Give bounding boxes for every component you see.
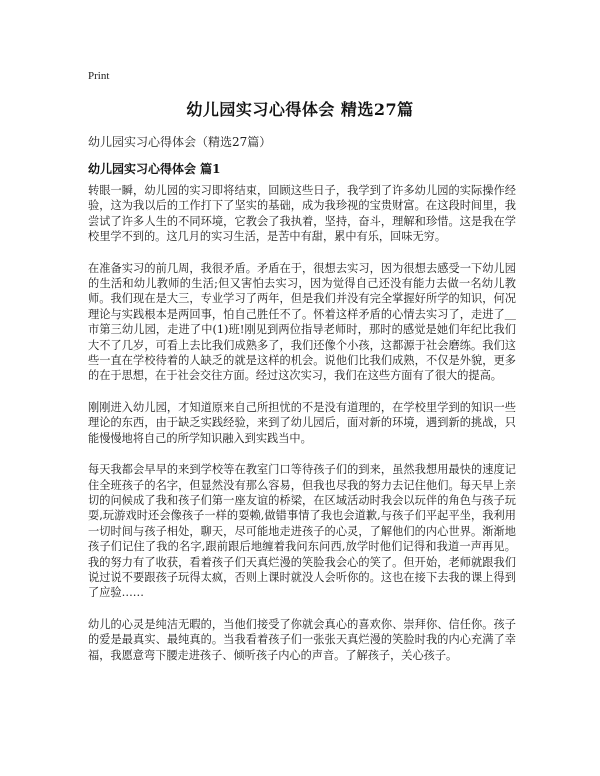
document-body — [88, 183, 516, 679]
paragraph-4: 每天我都会早早的来到学校等在教室门口等待孩子们的到来，虽然我想用最快的速度记住全班孩子的名字，但显然没有那么容易，但我也尽我的努力去记住他们。每天早上亲切的问候成了我和孩子们第一座友谊的桥梁，在区域活动时我会以玩伴的角色与孩子玩耍,玩游戏时还会像孩子一样的耍赖,做错事情了我也会道歉,与孩子们平起平坐，我利用一切时间与孩子相处，聊天，尽可能地走进孩子的心灵，了解他们的内心世界。渐渐地孩子们记住了我的名字,跟前跟后地缠着我问东问西,放学时他们记得和我道一声再见。我的努力有了收获，看着孩子们天真烂漫的笑脸我会心的笑了。但开始，老师就跟我们说过说不要跟孩子玩得太疯，否则上课时就没人会听你的。这也在接下去我的课上得到了应验…… — [88, 463, 516, 600]
paragraph-5: 幼儿的心灵是纯洁无暇的，当他们接受了你就会真心的喜欢你、崇拜你、信任你。孩子的爱是最真实、最纯真的。当我看着孩子们一张张天真烂漫的笑脸时我的内心充满了幸福，我愿意弯下腰走进孩子、倾听孩子内心的声音。了解孩子，关心孩子。 — [88, 617, 516, 662]
document-subtitle: 幼儿园实习心得体会（精选27篇） — [88, 135, 272, 149]
paragraph-3: 刚刚进入幼儿园，才知道原来自己所担忧的不是没有道理的，在学校里学到的知识一些理论的东西，由于缺乏实践经验，来到了幼儿园后，面对新的环境，遇到新的挑战，只能慢慢地将自己的所学知识融入到实践当中。 — [88, 400, 516, 445]
document-title: 幼儿园实习心得体会 精选27篇 — [186, 100, 414, 119]
paragraph-2: 在准备实习的前几周，我很矛盾。矛盾在于，很想去实习，因为很想去感受一下幼儿园的生活和幼儿教师的生活;但又害怕去实习，因为觉得自己还没有能力去做一名幼儿教师。我们现在是大三，专业学习了两年，但是我们并没有完全掌握好所学的知识，何况理论与实践根本是两回事，怕自己胜任不了。怀着这样矛盾的心情去实习了，走进了＿市第三幼儿园，走进了中(1)班!刚见到两位指导老师时，那时的感觉是她们年纪比我们大不了几岁，可看上去比我们成熟多了，我们还像个小孩，这都源于社会磨练。我们这些一直在学校待着的人缺乏的就是这样的机会。说他们比我们成熟，不仅是外貌，更多的在于思想，在于社会交往方面。经过这次实习，我们在这些方面有了很大的提高。 — [88, 261, 516, 383]
paragraph-1: 转眼一瞬，幼儿园的实习即将结束，回顾这些日子，我学到了许多幼儿园的实际操作经验，这为我以后的工作打下了坚实的基础，成为我珍视的宝贵财富。在这段时间里，我尝试了许多人生的不同环境，它教会了我执着，坚持，奋斗，理解和珍惜。这是我在学校里学不到的。这几月的实习生活，是苦中有甜，累中有乐，回味无穷。 — [88, 184, 516, 244]
section-heading: 幼儿园实习心得体会 篇1 — [88, 162, 221, 176]
print-link[interactable]: Print — [88, 70, 110, 82]
